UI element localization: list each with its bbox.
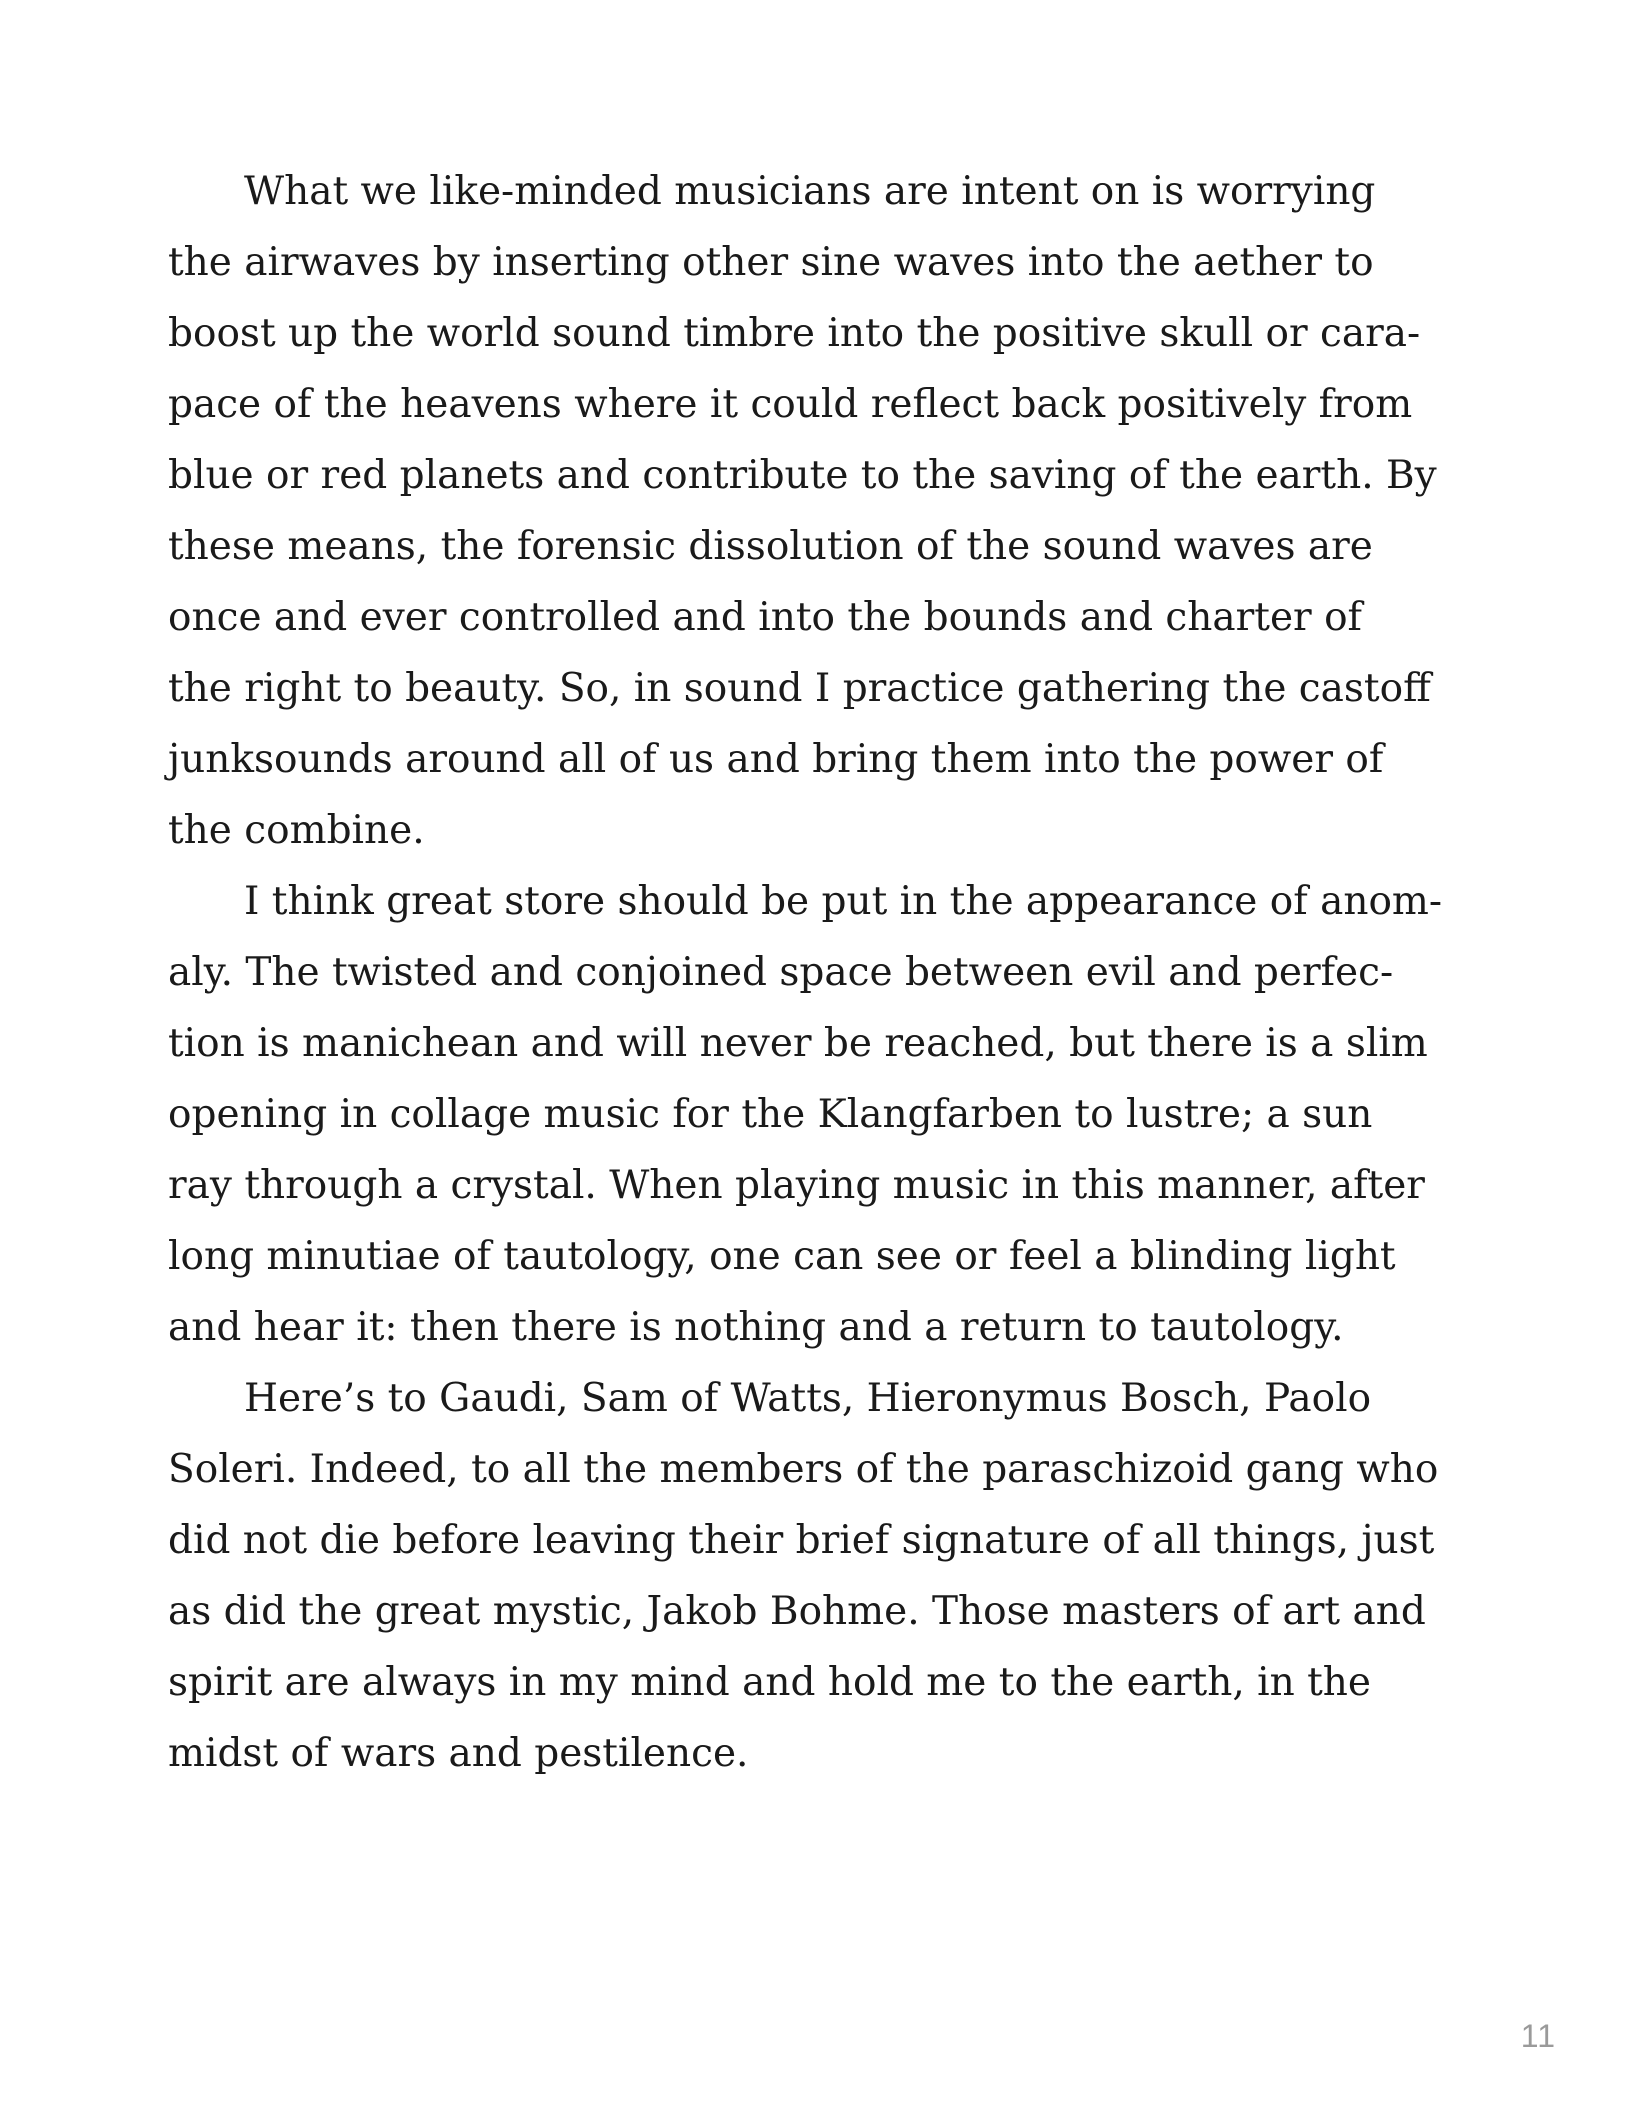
text-line: junksounds around all of us and bring them into the power of <box>168 737 1384 782</box>
text-line: ray through a crystal. When playing music in this manner, after <box>168 1163 1425 1208</box>
text-line: the right to beauty. So, in sound I practice gathering the castoff <box>168 666 1431 711</box>
text-line: the airwaves by inserting other sine waves into the aether to <box>168 240 1374 285</box>
text-line: and hear it: then there is nothing and a return to tautology. <box>168 1305 1344 1350</box>
text-line: Here’s to Gaudi, Sam of Watts, Hieronymus Bosch, Paolo <box>244 1376 1372 1421</box>
text-line: What we like-minded musicians are intent on is worrying <box>244 169 1376 214</box>
text-line: pace of the heavens where it could reflect back positively from <box>168 382 1413 427</box>
text-line: midst of wars and pestilence. <box>168 1731 749 1776</box>
text-line: blue or red planets and contribute to the saving of the earth. By <box>168 453 1437 498</box>
text-line: spirit are always in my mind and hold me to the earth, in the <box>168 1660 1372 1705</box>
paragraph-2 <box>168 866 1508 1363</box>
page-number: 11 <box>1520 2018 1556 2054</box>
text-line: once and ever controlled and into the bounds and charter of <box>168 595 1362 640</box>
text-line: opening in collage music for the Klangfarben to lustre; a sun <box>168 1092 1373 1137</box>
text-line: boost up the world sound timbre into the positive skull or cara- <box>168 311 1421 356</box>
paragraph-3 <box>168 1363 1508 1789</box>
text-line: aly. The twisted and conjoined space between evil and perfec- <box>168 950 1394 995</box>
text-line: as did the great mystic, Jakob Bohme. Those masters of art and <box>168 1589 1426 1634</box>
text-line: tion is manichean and will never be reached, but there is a slim <box>168 1021 1428 1066</box>
text-line: did not die before leaving their brief signature of all things, just <box>168 1518 1435 1563</box>
text-line: the combine. <box>168 808 425 853</box>
paragraph-1 <box>168 156 1508 866</box>
text-line: Soleri. Indeed, to all the members of the paraschizoid gang who <box>168 1447 1439 1492</box>
text-line: I think great store should be put in the appearance of anom- <box>244 879 1443 924</box>
text-line: long minutiae of tautology, one can see or feel a blinding light <box>168 1234 1396 1279</box>
text-line: these means, the forensic dissolution of the sound waves are <box>168 524 1373 569</box>
body-text <box>168 156 1508 1789</box>
